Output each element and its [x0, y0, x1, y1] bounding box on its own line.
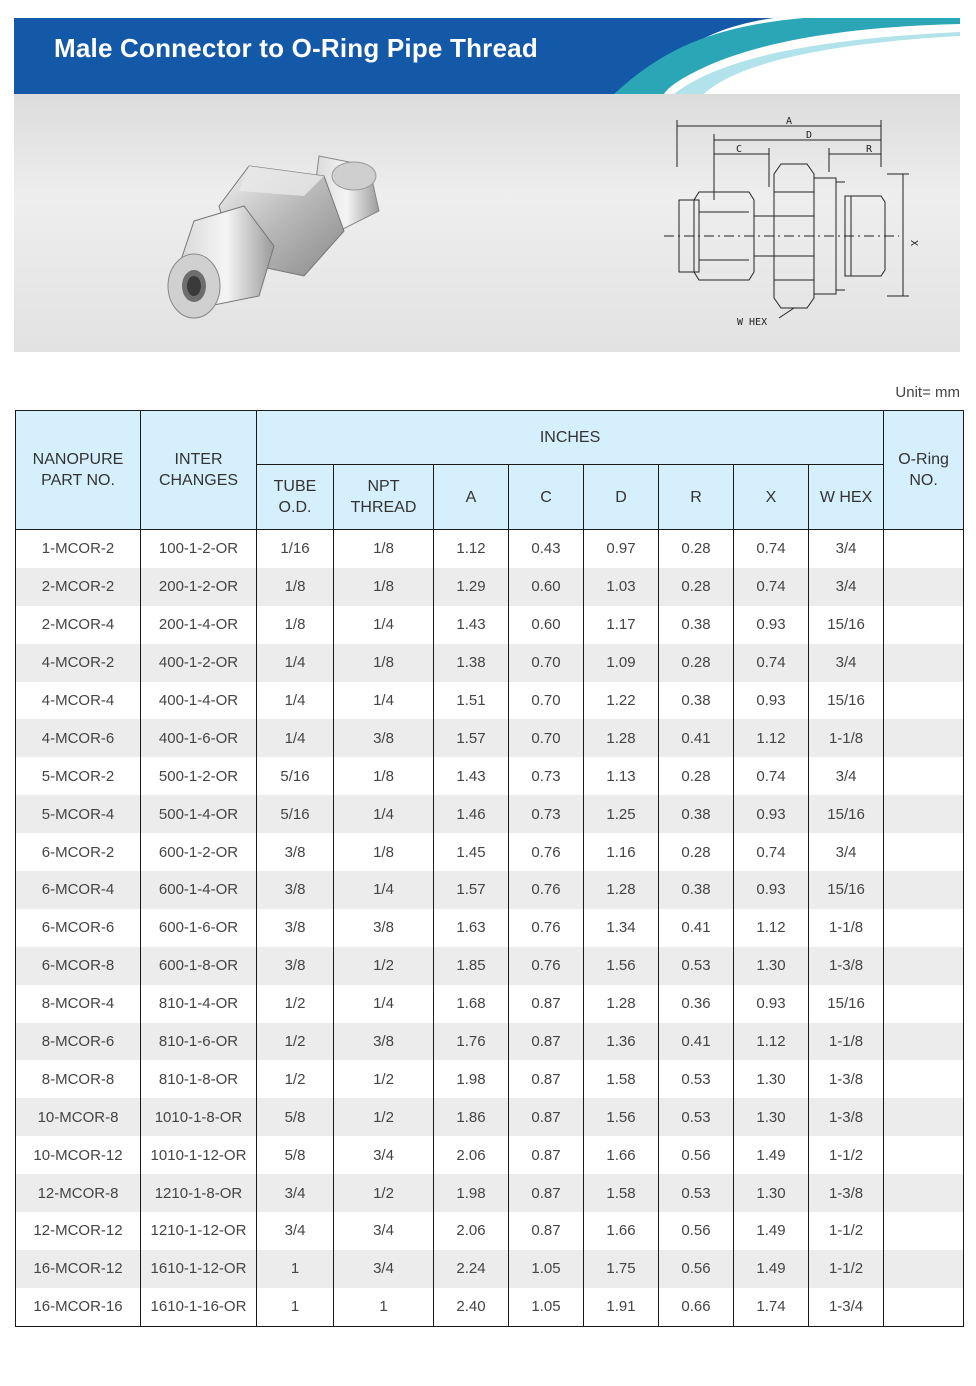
cell-x: 1.30	[734, 947, 809, 985]
cell-x: 0.93	[734, 871, 809, 909]
cell-part-no: 12-MCOR-8	[16, 1174, 141, 1212]
cell-interchanges: 1010-1-12-OR	[141, 1136, 257, 1174]
cell-r: 0.28	[659, 833, 734, 871]
cell-w-hex: 1-1/8	[809, 719, 884, 757]
header-part-no: NANOPURE PART NO.	[16, 411, 141, 530]
table-row	[16, 757, 964, 795]
cell-npt-thread: 1/4	[334, 682, 434, 720]
cell-d: 1.66	[584, 1136, 659, 1174]
cell-interchanges: 1210-1-8-OR	[141, 1174, 257, 1212]
cell-interchanges: 1610-1-16-OR	[141, 1288, 257, 1326]
cell-d: 1.17	[584, 606, 659, 644]
cell-part-no: 6-MCOR-6	[16, 909, 141, 947]
cell-w-hex: 15/16	[809, 985, 884, 1023]
cell-d: 1.25	[584, 795, 659, 833]
cell-x: 1.12	[734, 1023, 809, 1061]
table-row	[16, 1250, 964, 1288]
dim-a-label: A	[785, 116, 793, 127]
table-row	[16, 606, 964, 644]
cell-npt-thread: 3/4	[334, 1250, 434, 1288]
cell-interchanges: 400-1-4-OR	[141, 682, 257, 720]
table-row	[16, 1098, 964, 1136]
cell-c: 0.70	[509, 644, 584, 682]
cell-interchanges: 810-1-4-OR	[141, 985, 257, 1023]
cell-oring-no	[884, 1023, 964, 1061]
cell-r: 0.41	[659, 1023, 734, 1061]
cell-w-hex: 3/4	[809, 644, 884, 682]
cell-w-hex: 15/16	[809, 606, 884, 644]
cell-x: 0.74	[734, 644, 809, 682]
cell-npt-thread: 3/4	[334, 1136, 434, 1174]
cell-oring-no	[884, 719, 964, 757]
cell-interchanges: 400-1-6-OR	[141, 719, 257, 757]
table-row	[16, 719, 964, 757]
cell-a: 2.40	[434, 1288, 509, 1326]
cell-c: 0.60	[509, 568, 584, 606]
cell-d: 1.03	[584, 568, 659, 606]
cell-npt-thread: 1/2	[334, 1174, 434, 1212]
cell-part-no: 10-MCOR-12	[16, 1136, 141, 1174]
cell-part-no: 2-MCOR-4	[16, 606, 141, 644]
cell-oring-no	[884, 795, 964, 833]
cell-interchanges: 400-1-2-OR	[141, 644, 257, 682]
cell-interchanges: 810-1-8-OR	[141, 1060, 257, 1098]
cell-a: 1.57	[434, 871, 509, 909]
cell-part-no: 4-MCOR-6	[16, 719, 141, 757]
cell-tube-od: 5/8	[257, 1098, 334, 1136]
cell-x: 1.30	[734, 1174, 809, 1212]
cell-c: 0.87	[509, 985, 584, 1023]
cell-r: 0.56	[659, 1212, 734, 1250]
cell-npt-thread: 3/8	[334, 909, 434, 947]
header-inches: INCHES	[257, 411, 884, 465]
table-row	[16, 1060, 964, 1098]
cell-npt-thread: 3/4	[334, 1212, 434, 1250]
dimension-drawing	[659, 112, 939, 337]
cell-w-hex: 15/16	[809, 871, 884, 909]
cell-x: 1.12	[734, 719, 809, 757]
cell-tube-od: 1/4	[257, 719, 334, 757]
cell-a: 1.38	[434, 644, 509, 682]
cell-d: 1.22	[584, 682, 659, 720]
cell-npt-thread: 1/4	[334, 795, 434, 833]
cell-tube-od: 3/8	[257, 833, 334, 871]
cell-oring-no	[884, 1136, 964, 1174]
cell-c: 0.70	[509, 682, 584, 720]
cell-c: 0.43	[509, 530, 584, 568]
cell-a: 1.46	[434, 795, 509, 833]
cell-npt-thread: 3/8	[334, 1023, 434, 1061]
cell-a: 1.76	[434, 1023, 509, 1061]
cell-d: 1.56	[584, 1098, 659, 1136]
table-row	[16, 795, 964, 833]
cell-tube-od: 3/8	[257, 909, 334, 947]
header-w-hex: W HEX	[809, 465, 884, 530]
cell-npt-thread: 1/4	[334, 871, 434, 909]
table-row	[16, 682, 964, 720]
cell-c: 0.87	[509, 1060, 584, 1098]
dim-d-label: D	[805, 130, 813, 141]
dim-whex-label: W HEX	[737, 317, 768, 328]
cell-part-no: 6-MCOR-4	[16, 871, 141, 909]
cell-c: 0.87	[509, 1174, 584, 1212]
cell-x: 1.12	[734, 909, 809, 947]
cell-a: 1.86	[434, 1098, 509, 1136]
cell-w-hex: 1-1/8	[809, 1023, 884, 1061]
table-row	[16, 947, 964, 985]
cell-oring-no	[884, 985, 964, 1023]
table-row	[16, 1023, 964, 1061]
cell-part-no: 5-MCOR-4	[16, 795, 141, 833]
cell-tube-od: 3/4	[257, 1212, 334, 1250]
cell-oring-no	[884, 909, 964, 947]
cell-x: 0.74	[734, 757, 809, 795]
table-row	[16, 833, 964, 871]
cell-r: 0.56	[659, 1136, 734, 1174]
cell-oring-no	[884, 530, 964, 568]
cell-tube-od: 1/4	[257, 644, 334, 682]
cell-oring-no	[884, 871, 964, 909]
cell-interchanges: 810-1-6-OR	[141, 1023, 257, 1061]
cell-c: 0.73	[509, 757, 584, 795]
cell-oring-no	[884, 606, 964, 644]
cell-npt-thread: 1/8	[334, 568, 434, 606]
cell-w-hex: 1-3/8	[809, 1098, 884, 1136]
cell-npt-thread: 1/8	[334, 530, 434, 568]
cell-c: 0.76	[509, 833, 584, 871]
cell-oring-no	[884, 568, 964, 606]
cell-c: 0.60	[509, 606, 584, 644]
cell-r: 0.28	[659, 530, 734, 568]
cell-r: 0.28	[659, 644, 734, 682]
cell-r: 0.53	[659, 1098, 734, 1136]
cell-tube-od: 1/2	[257, 1023, 334, 1061]
male-connector-photo	[154, 136, 394, 326]
cell-npt-thread: 3/8	[334, 719, 434, 757]
cell-w-hex: 3/4	[809, 757, 884, 795]
cell-a: 1.51	[434, 682, 509, 720]
cell-a: 2.06	[434, 1212, 509, 1250]
cell-tube-od: 1/8	[257, 606, 334, 644]
cell-npt-thread: 1/8	[334, 644, 434, 682]
cell-r: 0.28	[659, 568, 734, 606]
cell-c: 0.87	[509, 1023, 584, 1061]
cell-npt-thread: 1/2	[334, 1098, 434, 1136]
cell-interchanges: 500-1-4-OR	[141, 795, 257, 833]
cell-r: 0.38	[659, 871, 734, 909]
cell-d: 1.28	[584, 871, 659, 909]
cell-r: 0.36	[659, 985, 734, 1023]
header-r: R	[659, 465, 734, 530]
cell-part-no: 4-MCOR-2	[16, 644, 141, 682]
table-row	[16, 1136, 964, 1174]
cell-tube-od: 3/4	[257, 1174, 334, 1212]
cell-npt-thread: 1/2	[334, 1060, 434, 1098]
cell-part-no: 8-MCOR-8	[16, 1060, 141, 1098]
cell-r: 0.28	[659, 757, 734, 795]
cell-d: 1.66	[584, 1212, 659, 1250]
cell-interchanges: 600-1-2-OR	[141, 833, 257, 871]
cell-part-no: 6-MCOR-2	[16, 833, 141, 871]
cell-r: 0.66	[659, 1288, 734, 1326]
cell-x: 1.49	[734, 1250, 809, 1288]
cell-x: 0.93	[734, 682, 809, 720]
cell-oring-no	[884, 644, 964, 682]
header-c: C	[509, 465, 584, 530]
cell-interchanges: 1210-1-12-OR	[141, 1212, 257, 1250]
cell-d: 1.16	[584, 833, 659, 871]
cell-c: 0.76	[509, 871, 584, 909]
cell-c: 0.87	[509, 1136, 584, 1174]
unit-note: Unit= mm	[895, 384, 960, 401]
cell-r: 0.41	[659, 909, 734, 947]
cell-tube-od: 1	[257, 1288, 334, 1326]
cell-part-no: 1-MCOR-2	[16, 530, 141, 568]
cell-oring-no	[884, 833, 964, 871]
cell-oring-no	[884, 1060, 964, 1098]
table-row	[16, 1174, 964, 1212]
cell-w-hex: 1-1/2	[809, 1212, 884, 1250]
cell-w-hex: 3/4	[809, 530, 884, 568]
dim-c-label: C	[735, 144, 743, 155]
cell-d: 1.91	[584, 1288, 659, 1326]
cell-a: 1.45	[434, 833, 509, 871]
table-row	[16, 644, 964, 682]
cell-w-hex: 1-1/2	[809, 1136, 884, 1174]
cell-r: 0.53	[659, 1174, 734, 1212]
cell-r: 0.53	[659, 1060, 734, 1098]
header-d: D	[584, 465, 659, 530]
cell-d: 0.97	[584, 530, 659, 568]
cell-x: 0.74	[734, 568, 809, 606]
cell-c: 0.76	[509, 947, 584, 985]
cell-a: 1.57	[434, 719, 509, 757]
cell-w-hex: 1-3/8	[809, 1060, 884, 1098]
cell-oring-no	[884, 757, 964, 795]
cell-x: 0.93	[734, 606, 809, 644]
cell-a: 1.12	[434, 530, 509, 568]
cell-w-hex: 1-3/8	[809, 1174, 884, 1212]
spec-table	[15, 410, 964, 1327]
cell-a: 1.85	[434, 947, 509, 985]
cell-part-no: 5-MCOR-2	[16, 757, 141, 795]
cell-w-hex: 1-1/2	[809, 1250, 884, 1288]
cell-tube-od: 5/16	[257, 795, 334, 833]
cell-part-no: 16-MCOR-12	[16, 1250, 141, 1288]
cell-c: 0.73	[509, 795, 584, 833]
cell-npt-thread: 1/2	[334, 947, 434, 985]
cell-tube-od: 5/8	[257, 1136, 334, 1174]
cell-r: 0.41	[659, 719, 734, 757]
table-row	[16, 909, 964, 947]
cell-d: 1.58	[584, 1060, 659, 1098]
dim-r-label: R	[865, 144, 873, 155]
cell-a: 1.63	[434, 909, 509, 947]
cell-part-no: 8-MCOR-6	[16, 1023, 141, 1061]
cell-oring-no	[884, 1174, 964, 1212]
cell-interchanges: 1010-1-8-OR	[141, 1098, 257, 1136]
cell-c: 0.87	[509, 1212, 584, 1250]
cell-x: 1.49	[734, 1212, 809, 1250]
header-npt-thread: NPT THREAD	[334, 465, 434, 530]
table-row	[16, 985, 964, 1023]
cell-x: 1.30	[734, 1060, 809, 1098]
cell-oring-no	[884, 1212, 964, 1250]
header-interchanges: INTER CHANGES	[141, 411, 257, 530]
cell-a: 1.98	[434, 1174, 509, 1212]
cell-tube-od: 1/16	[257, 530, 334, 568]
cell-part-no: 8-MCOR-4	[16, 985, 141, 1023]
cell-w-hex: 15/16	[809, 795, 884, 833]
cell-c: 1.05	[509, 1250, 584, 1288]
cell-c: 0.76	[509, 909, 584, 947]
cell-r: 0.56	[659, 1250, 734, 1288]
cell-w-hex: 1-3/8	[809, 947, 884, 985]
cell-tube-od: 1	[257, 1250, 334, 1288]
header-tube-od: TUBE O.D.	[257, 465, 334, 530]
cell-npt-thread: 1/8	[334, 757, 434, 795]
cell-d: 1.34	[584, 909, 659, 947]
table-row	[16, 1212, 964, 1250]
cell-npt-thread: 1/4	[334, 985, 434, 1023]
table-row	[16, 568, 964, 606]
cell-d: 1.36	[584, 1023, 659, 1061]
cell-w-hex: 3/4	[809, 568, 884, 606]
header-oring-no: O-Ring NO.	[884, 411, 964, 530]
spec-table-body	[16, 530, 964, 1327]
header-x: X	[734, 465, 809, 530]
cell-a: 2.24	[434, 1250, 509, 1288]
cell-interchanges: 500-1-2-OR	[141, 757, 257, 795]
cell-d: 1.58	[584, 1174, 659, 1212]
cell-a: 1.43	[434, 757, 509, 795]
cell-d: 1.28	[584, 719, 659, 757]
dim-x-label: X	[908, 240, 919, 247]
page-title: Male Connector to O-Ring Pipe Thread	[54, 33, 538, 63]
cell-tube-od: 3/8	[257, 947, 334, 985]
cell-w-hex: 15/16	[809, 682, 884, 720]
cell-part-no: 6-MCOR-8	[16, 947, 141, 985]
cell-oring-no	[884, 1250, 964, 1288]
cell-x: 1.49	[734, 1136, 809, 1174]
cell-a: 1.68	[434, 985, 509, 1023]
header-a: A	[434, 465, 509, 530]
cell-r: 0.38	[659, 606, 734, 644]
cell-w-hex: 3/4	[809, 833, 884, 871]
cell-r: 0.38	[659, 682, 734, 720]
table-row	[16, 530, 964, 568]
cell-tube-od: 3/8	[257, 871, 334, 909]
cell-part-no: 2-MCOR-2	[16, 568, 141, 606]
cell-interchanges: 200-1-2-OR	[141, 568, 257, 606]
cell-tube-od: 1/2	[257, 1060, 334, 1098]
cell-interchanges: 100-1-2-OR	[141, 530, 257, 568]
cell-part-no: 12-MCOR-12	[16, 1212, 141, 1250]
cell-d: 1.75	[584, 1250, 659, 1288]
cell-oring-no	[884, 1288, 964, 1326]
product-image-area	[14, 94, 960, 352]
cell-interchanges: 600-1-6-OR	[141, 909, 257, 947]
cell-x: 0.74	[734, 530, 809, 568]
cell-part-no: 4-MCOR-4	[16, 682, 141, 720]
cell-interchanges: 1610-1-12-OR	[141, 1250, 257, 1288]
cell-tube-od: 1/4	[257, 682, 334, 720]
cell-a: 1.29	[434, 568, 509, 606]
cell-tube-od: 1/8	[257, 568, 334, 606]
cell-d: 1.09	[584, 644, 659, 682]
cell-npt-thread: 1	[334, 1288, 434, 1326]
cell-d: 1.13	[584, 757, 659, 795]
cell-w-hex: 1-3/4	[809, 1288, 884, 1326]
table-row	[16, 1288, 964, 1326]
cell-tube-od: 1/2	[257, 985, 334, 1023]
cell-x: 0.93	[734, 985, 809, 1023]
cell-r: 0.38	[659, 795, 734, 833]
cell-d: 1.28	[584, 985, 659, 1023]
cell-a: 1.98	[434, 1060, 509, 1098]
cell-x: 0.93	[734, 795, 809, 833]
cell-interchanges: 200-1-4-OR	[141, 606, 257, 644]
cell-part-no: 10-MCOR-8	[16, 1098, 141, 1136]
cell-tube-od: 5/16	[257, 757, 334, 795]
cell-c: 0.70	[509, 719, 584, 757]
table-row	[16, 871, 964, 909]
cell-x: 0.74	[734, 833, 809, 871]
cell-x: 1.74	[734, 1288, 809, 1326]
cell-oring-no	[884, 682, 964, 720]
cell-npt-thread: 1/8	[334, 833, 434, 871]
cell-interchanges: 600-1-4-OR	[141, 871, 257, 909]
cell-oring-no	[884, 947, 964, 985]
cell-oring-no	[884, 1098, 964, 1136]
cell-a: 1.43	[434, 606, 509, 644]
cell-c: 1.05	[509, 1288, 584, 1326]
cell-r: 0.53	[659, 947, 734, 985]
cell-a: 2.06	[434, 1136, 509, 1174]
cell-c: 0.87	[509, 1098, 584, 1136]
cell-d: 1.56	[584, 947, 659, 985]
cell-part-no: 16-MCOR-16	[16, 1288, 141, 1326]
cell-npt-thread: 1/4	[334, 606, 434, 644]
title-banner	[14, 18, 960, 94]
cell-w-hex: 1-1/8	[809, 909, 884, 947]
cell-x: 1.30	[734, 1098, 809, 1136]
cell-interchanges: 600-1-8-OR	[141, 947, 257, 985]
